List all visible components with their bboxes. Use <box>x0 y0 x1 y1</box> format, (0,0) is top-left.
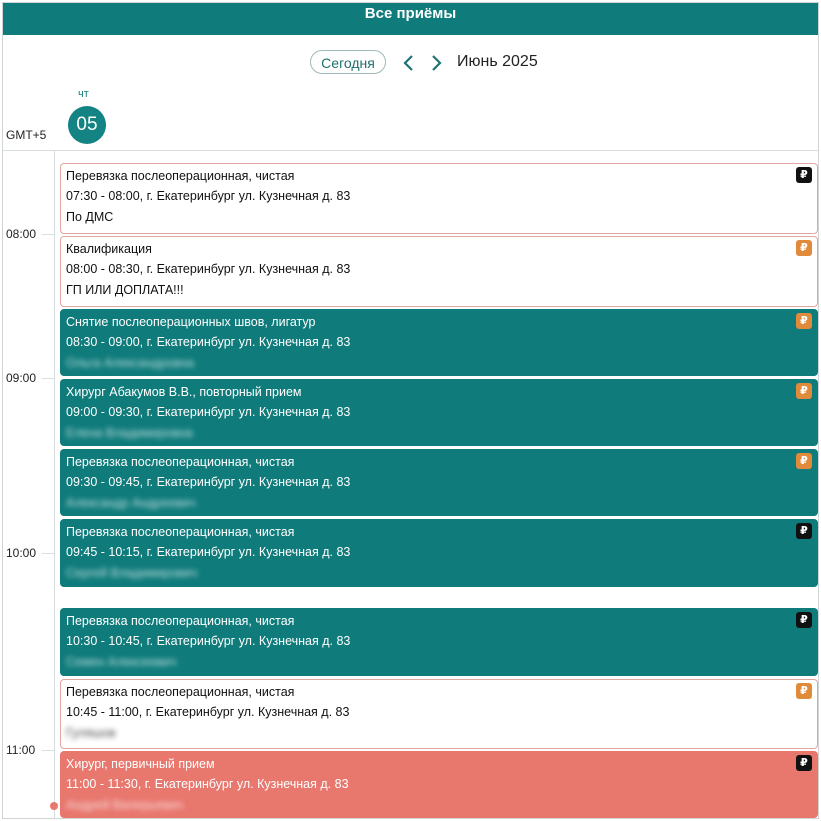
time-label-0900: 09:00 <box>6 371 37 385</box>
appointment-title: Перевязка послеоперационная, чистая <box>66 614 295 628</box>
ruble-payment-icon: ₽ <box>796 240 812 256</box>
patient-name: Ольга Александровна <box>66 356 195 370</box>
appointment-title: Перевязка послеоперационная, чистая <box>66 455 295 469</box>
appointment-title: Перевязка послеоперационная, чистая <box>66 169 295 183</box>
ruble-payment-icon: ₽ <box>796 383 812 399</box>
calendar-toolbar <box>0 50 821 76</box>
patient-name: Гуляшов <box>66 726 116 740</box>
appointment-title: Перевязка послеоперационная, чистая <box>66 525 295 539</box>
appointment-time: 10:30 - 10:45, г. Екатеринбург ул. Кузнечная д. 83 <box>66 634 351 648</box>
chevron-right-icon <box>428 53 446 73</box>
hour-tick <box>42 553 54 554</box>
appointment-card[interactable] <box>60 379 818 446</box>
appointment-card[interactable] <box>60 519 818 587</box>
appointment-card[interactable] <box>60 608 818 676</box>
patient-name: Елена Владимировна <box>66 426 193 440</box>
appointment-time: 09:45 - 10:15, г. Екатеринбург ул. Кузнечная д. 83 <box>66 545 351 559</box>
ruble-payment-icon: ₽ <box>796 167 812 183</box>
patient-name: Александр Андреевич <box>66 496 196 510</box>
hour-tick <box>42 378 54 379</box>
appointment-time: 07:30 - 08:00, г. Екатеринбург ул. Кузнечная д. 83 <box>66 189 351 203</box>
patient-name: Сергей Владимирович <box>66 566 198 580</box>
appointment-card[interactable] <box>60 309 818 376</box>
time-gutter-divider <box>54 150 55 818</box>
appointment-time: 09:30 - 09:45, г. Екатеринбург ул. Кузнечная д. 83 <box>66 475 351 489</box>
appointment-card[interactable] <box>60 751 818 818</box>
ruble-payment-icon: ₽ <box>796 612 812 628</box>
month-label: Июнь 2025 <box>457 53 538 70</box>
appointment-title: Хирург, первичный прием <box>66 757 215 771</box>
hour-tick <box>42 750 54 751</box>
appointment-time: 08:30 - 09:00, г. Екатеринбург ул. Кузнечная д. 83 <box>66 335 351 349</box>
appointment-note: По ДМС <box>66 210 114 224</box>
appointment-time: 10:45 - 11:00, г. Екатеринбург ул. Кузнечная д. 83 <box>66 705 350 719</box>
patient-name: Андрей Валерьевич <box>66 798 183 812</box>
ruble-payment-icon: ₽ <box>796 523 812 539</box>
timezone-label: GMT+5 <box>6 128 47 142</box>
appointment-card[interactable] <box>60 679 818 749</box>
appointment-time: 09:00 - 09:30, г. Екатеринбург ул. Кузнечная д. 83 <box>66 405 351 419</box>
next-button[interactable] <box>428 53 446 73</box>
day-date-badge[interactable]: 05 <box>68 106 106 144</box>
page-title: Все приёмы <box>3 3 818 35</box>
ruble-payment-icon: ₽ <box>796 453 812 469</box>
prev-button[interactable] <box>400 53 418 73</box>
time-label-0800: 08:00 <box>6 227 37 241</box>
appointment-title: Квалификация <box>66 242 152 256</box>
time-label-1100: 11:00 <box>6 743 36 757</box>
appointment-title: Хирург Абакумов В.В., повторный прием <box>66 385 302 399</box>
appointment-card[interactable] <box>60 236 818 307</box>
time-label-1000: 10:00 <box>6 546 37 560</box>
appointment-note: ГП ИЛИ ДОПЛАТА!!! <box>66 283 184 297</box>
header-divider <box>3 150 818 151</box>
appointment-time: 08:00 - 08:30, г. Екатеринбург ул. Кузнечная д. 83 <box>66 262 351 276</box>
today-button[interactable]: Сегодня <box>310 50 386 74</box>
day-weekday: чт <box>78 88 89 100</box>
appointment-title: Снятие послеоперационных швов, лигатур <box>66 315 316 329</box>
hour-tick <box>42 234 54 235</box>
ruble-payment-icon: ₽ <box>796 755 812 771</box>
appointment-title: Перевязка послеоперационная, чистая <box>66 685 295 699</box>
appointment-time: 11:00 - 11:30, г. Екатеринбург ул. Кузнечная д. 83 <box>66 777 349 791</box>
appointment-card[interactable] <box>60 449 818 516</box>
patient-name: Семен Алексеевич <box>66 655 177 669</box>
ruble-payment-icon: ₽ <box>796 313 812 329</box>
current-time-indicator <box>50 802 58 810</box>
chevron-left-icon <box>400 53 418 73</box>
ruble-payment-icon: ₽ <box>796 683 812 699</box>
appointment-card[interactable] <box>60 163 818 234</box>
